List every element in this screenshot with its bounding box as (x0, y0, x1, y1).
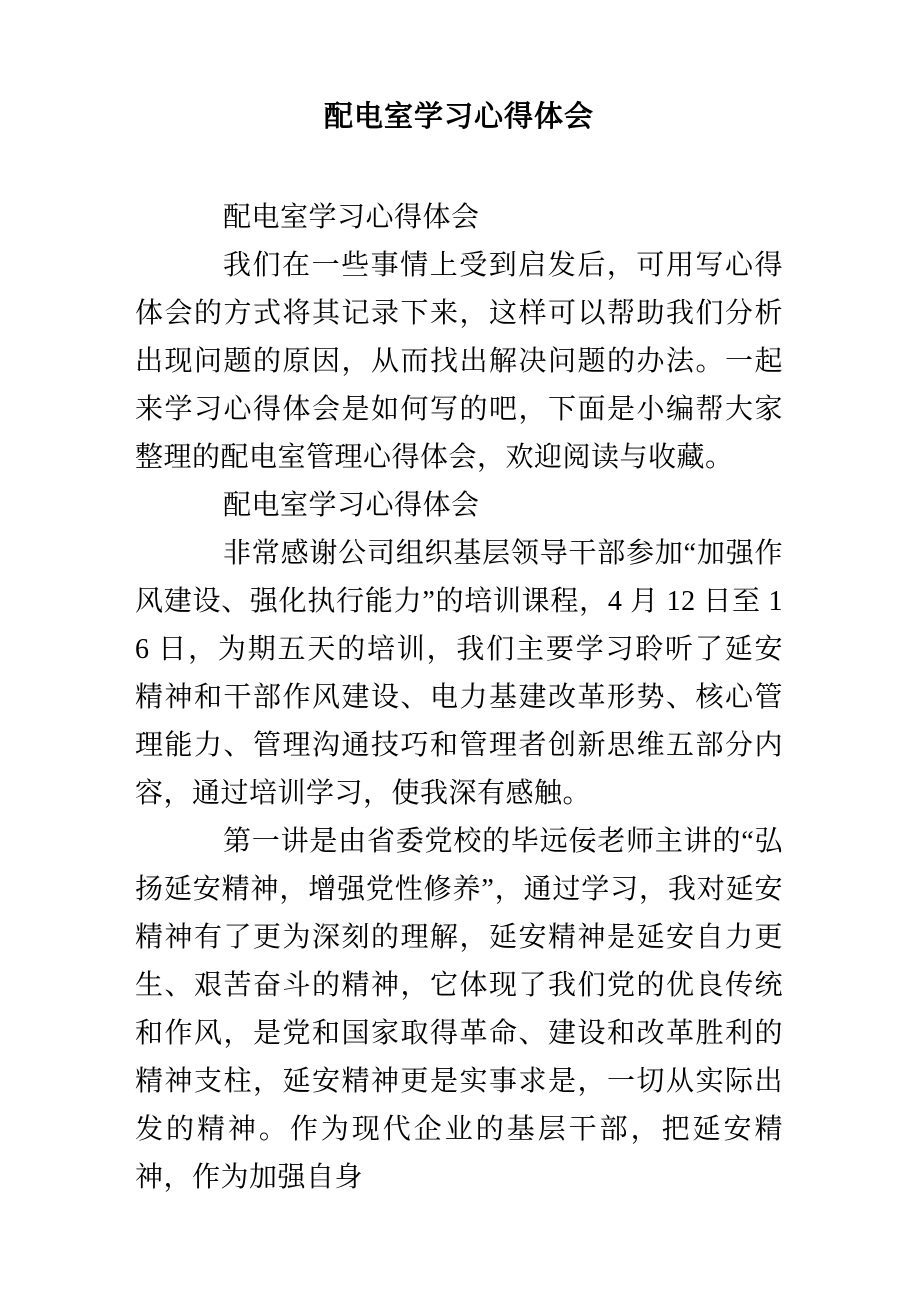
paragraph: 非常感谢公司组织基层领导干部参加“加强作风建设、强化执行能力”的培训课程，4 月 12 日至 16 日，为期五天的培训，我们主要学习聆听了延安精神和干部作风建设、电力基建改革形势、核心管理能力、管理沟通技巧和管理者创新思维五部分内容，通过培训学习，使我深有感触。 (135, 538, 783, 809)
paragraph: 第一讲是由省委党校的毕远佞老师主讲的“弘扬延安精神，增强党性修养”，通过学习，我对延安精神有了更为深刻的理解，延安精神是延安自力更生、艰苦奋斗的精神，它体现了我们党的优良传统和作风，是党和国家取得革命、建设和改革胜利的精神支柱，延安精神更是实事求是，一切从实际出发的精神。作为现代企业的基层干部，把延安精神，作为加强自身 (135, 826, 783, 1193)
paragraph: 我们在一些事情上受到启发后，可用写心得体会的方式将其记录下来，这样可以帮助我们分析出现问题的原因，从而找出解决问题的办法。一起来学习心得体会是如何写的吧，下面是小编帮大家整理的配电室管理心得体会，欢迎阅读与收藏。 (135, 250, 783, 473)
paragraph: 配电室学习心得体会 (223, 202, 480, 233)
document-body (135, 194, 783, 1202)
document-title: 配电室学习心得体会 (323, 101, 594, 133)
paragraph: 配电室学习心得体会 (223, 490, 480, 521)
